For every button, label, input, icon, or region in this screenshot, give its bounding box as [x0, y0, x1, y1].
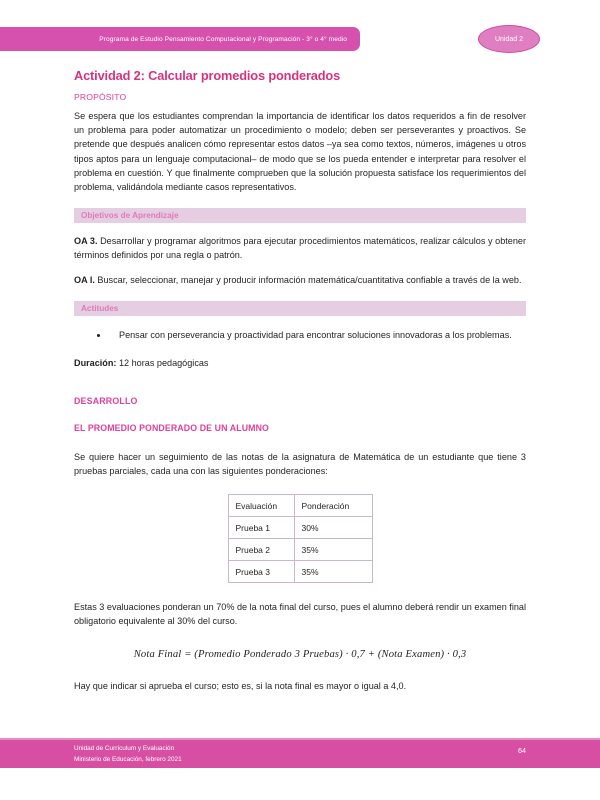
learning-objective-text: Buscar, seleccionar, manejar y producir información matemática/cuantitativa confiable a través de la web. — [94, 275, 522, 286]
program-title-text: Programa de Estudio Pensamiento Computacional y Programación - 3° o 4° medio — [99, 35, 347, 43]
attitudes-banner — [74, 301, 526, 316]
footer-line-2: Ministerio de Educación, febrero 2021 — [74, 755, 182, 763]
table-row — [228, 539, 372, 561]
table-cell-weight: 35% — [294, 561, 372, 583]
learning-objectives-banner-label: Objetivos de Aprendizaje — [81, 211, 179, 221]
purpose-label: PROPÓSITO — [74, 92, 127, 102]
grades-table-wrapper — [74, 494, 526, 583]
learning-objective-item — [74, 234, 526, 262]
list-item — [97, 329, 526, 343]
unit-badge-label: Unidad 2 — [494, 35, 524, 43]
table-header-row — [228, 495, 372, 517]
table-cell-evaluation: Prueba 3 — [228, 561, 294, 583]
after-table-paragraph: Estas 3 evaluaciones ponderan un 70% de la nota final del curso, pues el alumno deberá rendir un examen final obligatorio equivalente al 30% del curso. — [74, 602, 526, 627]
duration-label: Duración: — [74, 357, 117, 368]
footer-line-1: Unidad de Currículum y Evaluación — [74, 745, 175, 752]
attitudes-banner-label: Actitudes — [81, 304, 119, 314]
table-header-cell: Evaluación — [228, 495, 294, 517]
page-footer — [0, 738, 600, 768]
program-title-bar — [0, 27, 360, 51]
table-row — [228, 561, 372, 583]
bullet-dot-icon — [97, 334, 100, 337]
table-header-cell: Ponderación — [294, 495, 372, 517]
page-content — [74, 68, 526, 693]
closing-paragraph: Hay que indicar si aprueba el curso; esto es, si la nota final es mayor o igual a 4,0. — [74, 681, 407, 692]
learning-objective-code: OA 3. — [74, 236, 98, 247]
learning-objectives-banner — [74, 208, 526, 223]
nota-final-formula: Nota Final = (Promedio Ponderado 3 Pruebas) · 0,7 + (Nota Examen) · 0,3 — [133, 649, 467, 661]
learning-objective-code: OA l. — [74, 275, 95, 286]
unit-badge — [478, 25, 540, 53]
development-subheading: EL PROMEDIO PONDERADO DE UN ALUMNO — [74, 422, 269, 433]
table-cell-evaluation: Prueba 1 — [228, 517, 294, 539]
attitude-text: Pensar con perseverancia y proactividad para encontrar soluciones innovadoras a los problemas. — [119, 330, 512, 341]
ponderaciones-table — [228, 494, 373, 583]
purpose-paragraph: Se espera que los estudiantes comprendan la importancia de identificar los datos requeridos a fin de resolver un problema para poder automatizar un procedimiento o modelo; deben ser perseverantes y proactivos. Se pretende que después analicen cómo representar estos datos –ya sea como textos, números, imágenes u otros tipos aptos para un lenguaje computacional– de modo que se los pueda entender e interpretar para resolver el problema en cuestión. Y que finalmente comprueben que la solución propuesta satisface los requerimientos del problema, validándola mediante casos representativos. — [74, 111, 526, 192]
learning-objective-text: Desarrollar y programar algoritmos para ejecutar procedimientos matemáticos, realizar cálculos y obtener términos definidos por una regla o patrón. — [74, 236, 526, 261]
table-cell-weight: 30% — [294, 517, 372, 539]
development-intro-paragraph: Se quiere hacer un seguimiento de las notas de la asignatura de Matemática de un estudiante que tiene 3 pruebas parciales, cada una con las siguientes ponderaciones: — [74, 451, 526, 477]
attitudes-list — [74, 329, 526, 343]
activity-title: Actividad 2: Calcular promedios ponderados — [74, 68, 341, 83]
duration-line — [74, 358, 526, 368]
duration-value: 12 horas pedagógicas — [116, 357, 209, 368]
page-header — [0, 27, 600, 51]
development-heading: DESARROLLO — [74, 395, 138, 406]
table-row — [228, 517, 372, 539]
table-cell-evaluation: Prueba 2 — [228, 539, 294, 561]
table-cell-weight: 35% — [294, 539, 372, 561]
page-number: 64 — [518, 746, 526, 755]
learning-objective-item — [74, 273, 526, 287]
